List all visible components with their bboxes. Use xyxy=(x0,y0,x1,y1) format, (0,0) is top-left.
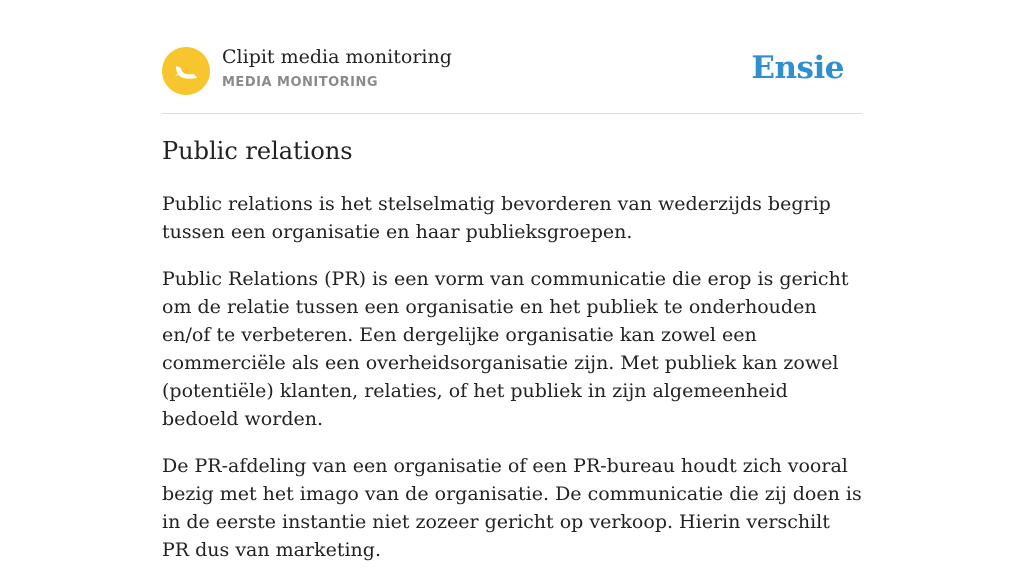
site-name[interactable]: Clipit media monitoring xyxy=(222,46,452,68)
page-title: Public relations xyxy=(162,137,353,165)
ensie-logo[interactable]: Ensie xyxy=(751,50,844,86)
site-subtitle: MEDIA MONITORING xyxy=(222,75,379,90)
header xyxy=(162,0,862,114)
page xyxy=(162,0,862,561)
article-body xyxy=(162,190,862,583)
lead-paragraph: Public relations is het stelselmatig bevorderen van wederzijds begrip tussen een organisatie en haar publieksgroepen. xyxy=(162,193,831,243)
speech-bubble-icon[interactable] xyxy=(162,47,210,95)
article-paragraph: Public Relations (PR) is een vorm van communicatie die erop is gericht om de relatie tussen een organisatie en het publiek te onderhouden en/of te verbeteren. Een dergelijke organisatie kan zowel een commerciële als een overheidsorganisatie zijn. Met publiek kan zowel (potentiële) klanten, relaties, of het publiek in zijn algemeenheid bedoeld worden. xyxy=(162,268,849,430)
article-paragraph: De PR-afdeling van een organisatie of een PR-bureau houdt zich vooral bezig met het imago van de organisatie. De communicatie die zij doen is in de eerste instantie niet zozeer gericht op verkoop. Hierin verschilt PR dus van marketing. xyxy=(162,455,862,561)
